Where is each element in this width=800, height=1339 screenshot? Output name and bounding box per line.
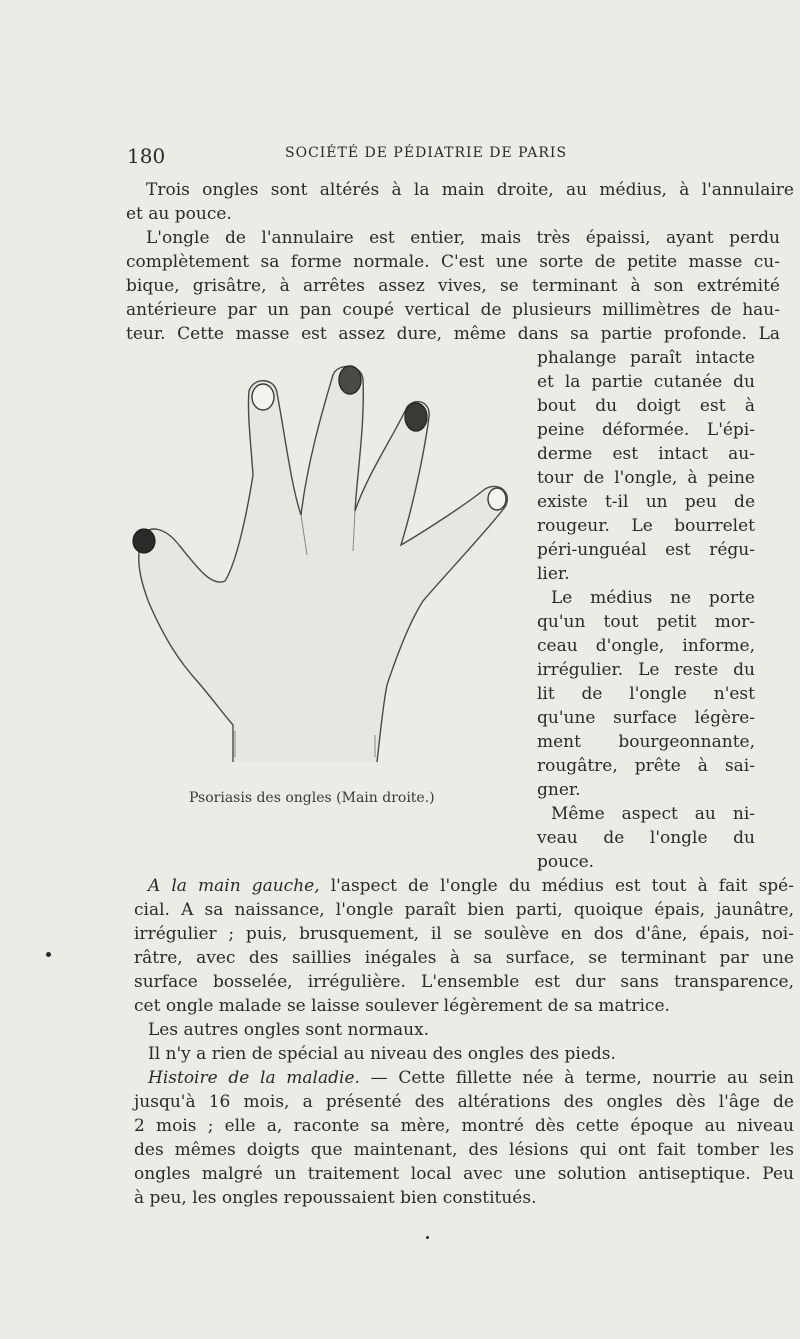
text-line: veau de l'ongle du: [537, 828, 755, 848]
text-line: L'ongle de l'annulaire est entier, mais très épaissi, ayant perdu: [146, 228, 780, 248]
text-line: lier.: [537, 564, 570, 584]
text-line: ment bourgeonnante,: [537, 732, 755, 752]
text-line: qu'un tout petit mor-: [537, 612, 755, 632]
text-line: teur. Cette masse est assez dure, même dans sa partie profonde. La: [126, 324, 780, 344]
text-line: Histoire de la maladie. — Cette fillette née à terme, nourrie au sein: [148, 1068, 794, 1088]
text-line: et au pouce.: [126, 204, 232, 224]
text-line: Les autres ongles sont normaux.: [148, 1020, 430, 1040]
hand-illustration: [125, 355, 525, 780]
hand-outline: [139, 366, 508, 762]
nail-ring-diseased: [405, 403, 427, 431]
text-line: à peu, les ongles repoussaient bien constitués.: [134, 1188, 537, 1208]
text-line: 2 mois ; elle a, raconte sa mère, montré dès cette époque au niveau: [134, 1116, 794, 1136]
nail-thumb-diseased: [133, 529, 155, 553]
text-line: péri-unguéal est régu-: [537, 540, 755, 560]
text-line: complètement sa forme normale. C'est une sorte de petite masse cu-: [126, 252, 780, 272]
text-line: bout du doigt est à: [537, 396, 755, 416]
nail-little: [488, 488, 506, 510]
nail-index: [252, 384, 274, 410]
text-line: bique, grisâtre, à arrêtes assez vives, se terminant à son extrémité: [126, 276, 780, 296]
scan-speck: [46, 952, 51, 957]
text-line: rougeur. Le bourrelet: [537, 516, 755, 536]
text-line: qu'une surface légère-: [537, 708, 755, 728]
scan-speck: [426, 1236, 429, 1239]
nail-middle-diseased: [339, 366, 361, 394]
text-line: Le médius ne porte: [551, 588, 755, 608]
text-line: Même aspect au ni-: [551, 804, 755, 824]
text-line: Il n'y a rien de spécial au niveau des ongles des pieds.: [148, 1044, 616, 1064]
text-line: cet ongle malade se laisse soulever légèrement de sa matrice.: [134, 996, 670, 1016]
text-line: des mêmes doigts que maintenant, des lésions qui ont fait tomber les: [134, 1140, 794, 1160]
text-line: jusqu'à 16 mois, a présenté des altérations des ongles dès l'âge de: [134, 1092, 794, 1112]
text-line: pouce.: [537, 852, 595, 872]
text-line: phalange paraît intacte: [537, 348, 755, 368]
text-line: Trois ongles sont altérés à la main droite, au médius, à l'annulaire: [146, 180, 794, 200]
text-line: peine déformée. L'épi-: [537, 420, 755, 440]
running-head: SOCIÉTÉ DE PÉDIATRIE DE PARIS: [285, 145, 568, 161]
text-line: lit de l'ongle n'est: [537, 684, 755, 704]
text-line: râtre, avec des saillies inégales à sa surface, se terminant par une: [134, 948, 794, 968]
text-line: rougâtre, prête à sai-: [537, 756, 755, 776]
text-line: A la main gauche, l'aspect de l'ongle du médius est tout à fait spé-: [148, 876, 794, 896]
text-line: derme est intact au-: [537, 444, 755, 464]
text-line: antérieure par un pan coupé vertical de plusieurs millimètres de hau-: [126, 300, 780, 320]
figure-caption: Psoriasis des ongles (Main droite.): [189, 790, 435, 806]
text-line: gner.: [537, 780, 581, 800]
text-line: et la partie cutanée du: [537, 372, 755, 392]
text-line: cial. A sa naissance, l'ongle paraît bien parti, quoique épais, jaunâtre,: [134, 900, 794, 920]
text-line: irrégulier ; puis, brusquement, il se soulève en dos d'âne, épais, noi-: [134, 924, 794, 944]
text-line: ceau d'ongle, informe,: [537, 636, 755, 656]
page-number: 180: [127, 144, 166, 168]
text-line: tour de l'ongle, à peine: [537, 468, 755, 488]
text-line: surface bosselée, irrégulière. L'ensemble est dur sans transparence,: [134, 972, 794, 992]
text-line: existe t-il un peu de: [537, 492, 755, 512]
text-line: irrégulier. Le reste du: [537, 660, 755, 680]
text-line: ongles malgré un traitement local avec une solution antiseptique. Peu: [134, 1164, 794, 1184]
